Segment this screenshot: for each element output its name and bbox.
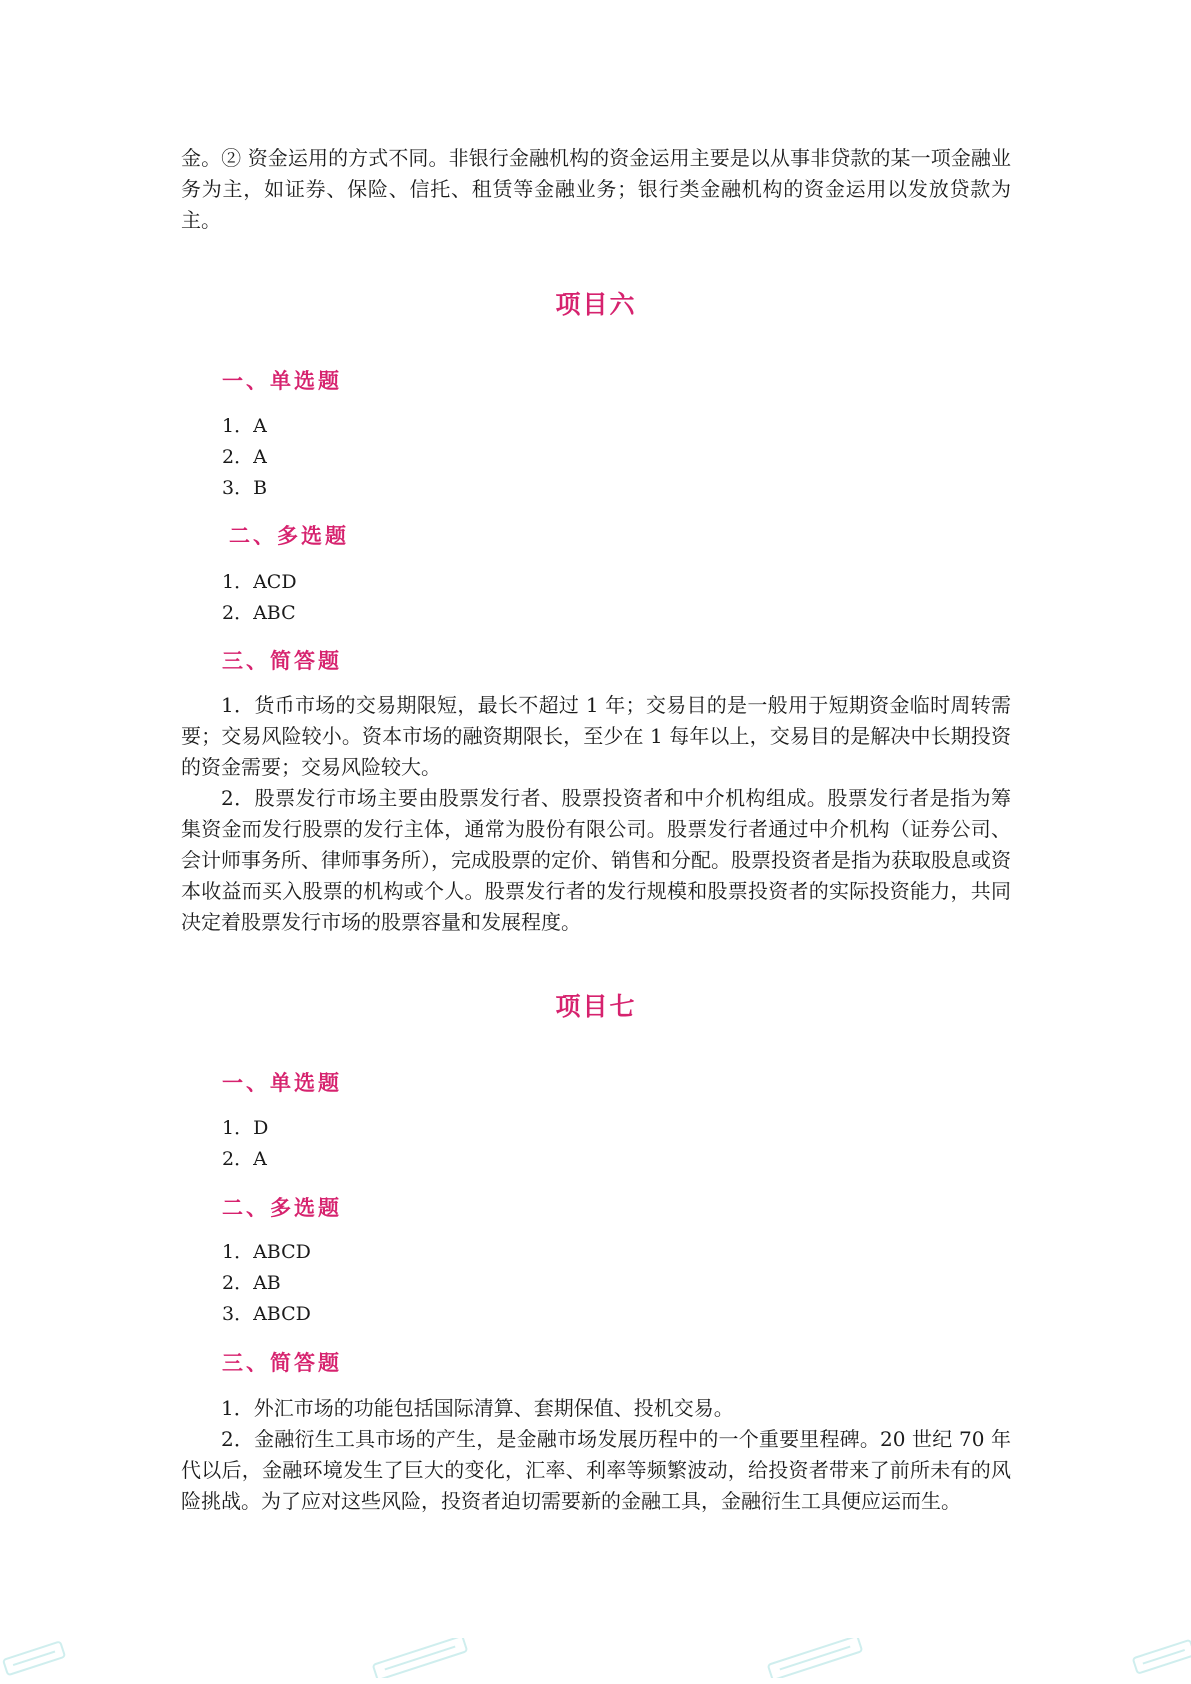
intro-section <box>181 143 1011 236</box>
short-answer-paragraph: 2．金融衍生工具市场的产生，是金融市场发展历程中的一个重要里程碑。20 世纪 70 年代以后，金融环境发生了巨大的变化，汇率、利率等频繁波动，给投资者带来了前所未有的风险挑战。为了应对这些风险，投资者迫切需要新的金融工具，金融衍生工具便应运而生。 <box>181 1427 1011 1513</box>
answer-item: 3．B <box>222 477 268 499</box>
answer-item: 2．ABC <box>222 602 296 624</box>
watermark-stamp-icon <box>760 1638 870 1678</box>
answer-item: 2．AB <box>222 1272 281 1294</box>
answer-item: 2．A <box>222 446 267 468</box>
project7-short-answer-body <box>181 1393 1011 1517</box>
answer-item: 1．ABCD <box>222 1241 311 1263</box>
watermark-stamp-icon <box>365 1638 475 1678</box>
short-answer-paragraph: 1．货币市场的交易期限短，最长不超过 1 年；交易目的是一般用于短期资金临时周转需要；交易风险较小。资本市场的融资期限长，至少在 1 每年以上，交易目的是解决中长期投资的资金需要；交易风险较大。 <box>181 693 1011 779</box>
answer-item: 1．A <box>222 415 267 437</box>
project6-title: 项目六 <box>555 290 637 319</box>
watermark-stamp-icon <box>1130 1638 1191 1678</box>
short-answer-paragraph: 1．外汇市场的功能包括国际清算、套期保值、投机交易。 <box>221 1396 734 1420</box>
watermark-stamp-icon <box>0 1638 70 1678</box>
answer-item: 1．D <box>222 1117 269 1139</box>
short-answer-paragraph: 2．股票发行市场主要由股票发行者、股票投资者和中介机构组成。股票发行者是指为筹集资金而发行股票的发行主体，通常为股份有限公司。股票发行者通过中介机构（证券公司、会计师事务所、律师事务所），完成股票的定价、销售和分配。股票投资者是指为获取股息或资本收益而买入股票的机构或个人。股票发行者的发行规模和股票投资者的实际投资能力，共同决定着股票发行市场的股票容量和发展程度。 <box>181 786 1011 934</box>
project7-title: 项目七 <box>555 992 637 1021</box>
answer-item: 1．ACD <box>222 571 297 593</box>
project6-multi-choice-heading: 二、多选题 <box>229 524 349 548</box>
project6-short-answer-body <box>181 690 1011 938</box>
project7-single-choice-heading: 一、单选题 <box>222 1071 342 1095</box>
project6-single-choice-heading: 一、单选题 <box>222 369 342 393</box>
answer-item: 3．ABCD <box>222 1303 311 1325</box>
project6-single-choice-answers <box>222 411 267 504</box>
project6-multi-choice-answers <box>222 567 297 629</box>
project7-single-choice-answers <box>222 1113 268 1175</box>
project7-multi-choice-heading: 二、多选题 <box>222 1196 342 1220</box>
intro-paragraph: 金。② 资金运用的方式不同。非银行金融机构的资金运用主要是以从事非贷款的某一项金融业务为主，如证券、保险、信托、租赁等金融业务；银行类金融机构的资金运用以发放贷款为主。 <box>181 146 1011 232</box>
project6-short-answer-heading: 三、简答题 <box>222 649 342 673</box>
project7-multi-choice-answers <box>222 1237 311 1330</box>
project7-short-answer-heading: 三、简答题 <box>222 1351 342 1375</box>
answer-item: 2．A <box>222 1148 267 1170</box>
